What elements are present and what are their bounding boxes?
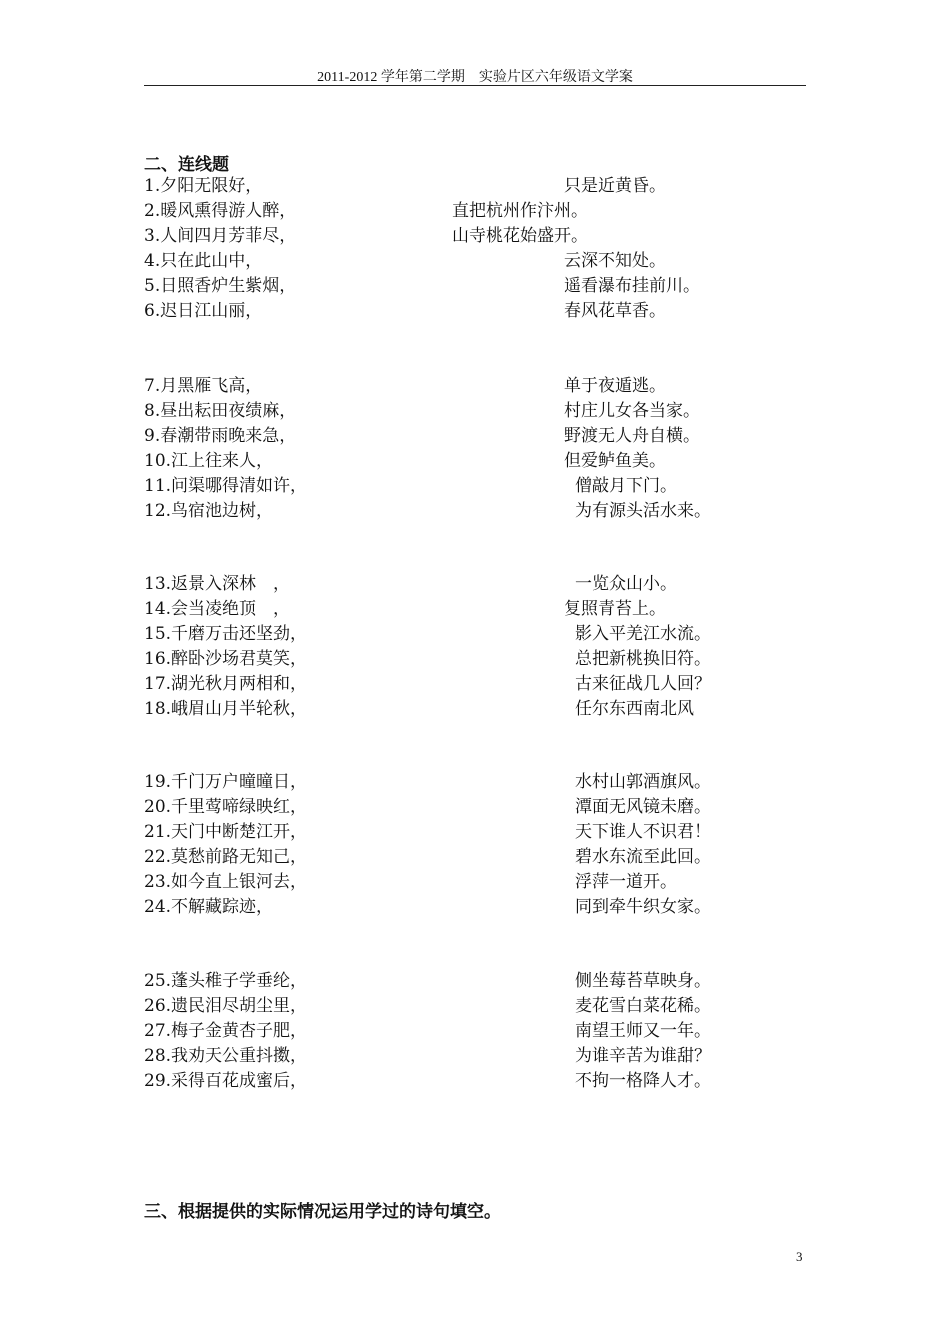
right-line: 侧坐莓苔草映身。 — [575, 971, 711, 991]
left-line: 20.千里莺啼绿映红， — [144, 797, 308, 817]
page-header: 2011-2012 学年第二学期 实验片区六年级语文学案 — [317, 70, 633, 85]
left-line: 26.遗民泪尽胡尘里， — [144, 996, 308, 1016]
right-line: 潭面无风镜未磨。 — [575, 797, 711, 817]
right-line: 同到牵牛织女家。 — [575, 897, 711, 917]
right-line: 天下谁人不识君！ — [575, 822, 711, 842]
right-line: 僧敲月下门。 — [575, 476, 677, 496]
left-line: 19.千门万户曈曈日， — [144, 772, 308, 792]
left-line: 3.人间四月芳菲尽， — [144, 226, 297, 246]
left-line: 27.梅子金黄杏子肥， — [144, 1021, 308, 1041]
left-line: 18.峨眉山月半轮秋， — [144, 699, 308, 719]
left-line: 17.湖光秋月两相和， — [144, 674, 308, 694]
right-line: 但爱鲈鱼美。 — [564, 451, 666, 471]
page-number: 3 — [796, 1249, 803, 1264]
left-line: 8.昼出耘田夜绩麻， — [144, 401, 297, 421]
right-line: 任尔东西南北风 — [575, 699, 694, 719]
left-line: 5.日照香炉生紫烟， — [144, 276, 297, 296]
left-line: 16.醉卧沙场君莫笑， — [144, 649, 308, 669]
right-line: 不拘一格降人才。 — [575, 1071, 711, 1091]
left-line: 6.迟日江山丽， — [144, 301, 263, 321]
right-line: 野渡无人舟自横。 — [564, 426, 700, 446]
left-line: 13.返景入深林 ， — [144, 574, 291, 594]
left-line: 1.夕阳无限好， — [144, 176, 263, 196]
left-line: 21.天门中断楚江开， — [144, 822, 308, 842]
right-line: 碧水东流至此回。 — [575, 847, 711, 867]
left-line: 4.只在此山中， — [144, 251, 263, 271]
left-line: 2.暖风熏得游人醉， — [144, 201, 297, 221]
right-line: 一览众山小。 — [575, 574, 677, 594]
section-title-fill-in: 三、根据提供的实际情况运用学过的诗句填空。 — [144, 1202, 501, 1222]
left-line: 25.蓬头稚子学垂纶， — [144, 971, 308, 991]
right-line: 总把新桃换旧符。 — [575, 649, 711, 669]
left-line: 11.问渠哪得清如许， — [144, 476, 308, 496]
left-line: 12.鸟宿池边树， — [144, 501, 274, 521]
left-line: 28.我劝天公重抖擞， — [144, 1046, 308, 1066]
right-line: 浮萍一道开。 — [575, 872, 677, 892]
left-line: 9.春潮带雨晚来急， — [144, 426, 297, 446]
left-line: 14.会当凌绝顶 ， — [144, 599, 291, 619]
right-line: 影入平羌江水流。 — [575, 624, 711, 644]
left-line: 7.月黑雁飞高， — [144, 376, 263, 396]
right-line: 云深不知处。 — [564, 251, 666, 271]
right-line: 南望王师又一年。 — [575, 1021, 711, 1041]
right-line: 麦花雪白菜花稀。 — [575, 996, 711, 1016]
right-line: 单于夜遁逃。 — [564, 376, 666, 396]
header-rule — [144, 85, 806, 86]
section-title-matching: 二、连线题 — [144, 155, 229, 175]
right-line: 水村山郭酒旗风。 — [575, 772, 711, 792]
right-line: 遥看瀑布挂前川。 — [564, 276, 700, 296]
right-line: 山寺桃花始盛开。 — [452, 226, 588, 246]
right-line: 村庄儿女各当家。 — [564, 401, 700, 421]
right-line: 春风花草香。 — [564, 301, 666, 321]
right-line: 为谁辛苦为谁甜？ — [575, 1046, 711, 1066]
left-line: 15.千磨万击还坚劲， — [144, 624, 308, 644]
left-line: 29.采得百花成蜜后， — [144, 1071, 308, 1091]
right-line: 古来征战几人回？ — [575, 674, 711, 694]
left-line: 24.不解藏踪迹， — [144, 897, 274, 917]
left-line: 22.莫愁前路无知己， — [144, 847, 308, 867]
right-line: 复照青苔上。 — [564, 599, 666, 619]
left-line: 10.江上往来人， — [144, 451, 274, 471]
right-line: 直把杭州作汴州。 — [452, 201, 588, 221]
right-line: 为有源头活水来。 — [575, 501, 711, 521]
left-line: 23.如今直上银河去， — [144, 872, 308, 892]
right-line: 只是近黄昏。 — [564, 176, 666, 196]
